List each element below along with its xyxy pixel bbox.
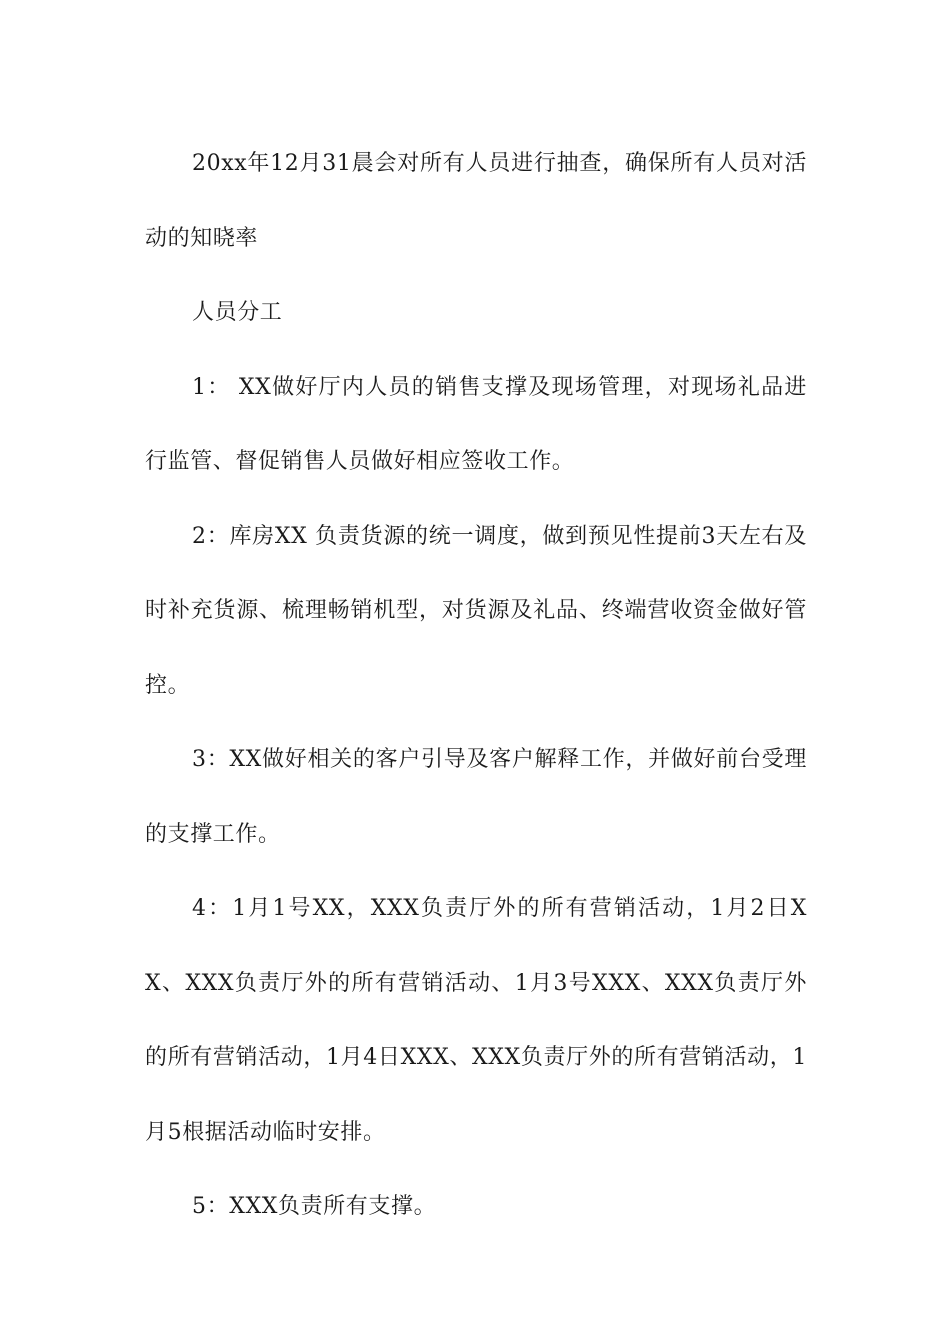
paragraph-assignment-3: 3：XX做好相关的客户引导及客户解释工作，并做好前台受理的支撑工作。 <box>145 747 807 847</box>
paragraph-assignment-5: 5：XXX负责所有支撑。 <box>192 1194 437 1219</box>
document-body <box>145 127 807 1245</box>
paragraph-assignment-4: 4：1月1号XX，XXX负责厅外的所有营销活动，1月2日XX、XXX负责厅外的所有营销活动、1月3号XXX、XXX负责厅外的所有营销活动，1月4日XXX、XXX负责厅外的所有营销活动，1月5根据活动临时安排。 <box>145 896 807 1145</box>
paragraph-morning-meeting-check: 20xx年12月31晨会对所有人员进行抽查，确保所有人员对活动的知晓率 <box>145 151 807 251</box>
paragraph-staff-assignment-heading: 人员分工 <box>192 300 283 325</box>
paragraph-assignment-2: 2：库房XX 负责货源的统一调度，做到预见性提前3天左右及时补充货源、梳理畅销机型，对货源及礼品、终端营收资金做好管控。 <box>145 523 807 698</box>
paragraph-assignment-1: 1： XX做好厅内人员的销售支撑及现场管理，对现场礼品进行监管、督促销售人员做好相应签收工作。 <box>145 374 807 474</box>
